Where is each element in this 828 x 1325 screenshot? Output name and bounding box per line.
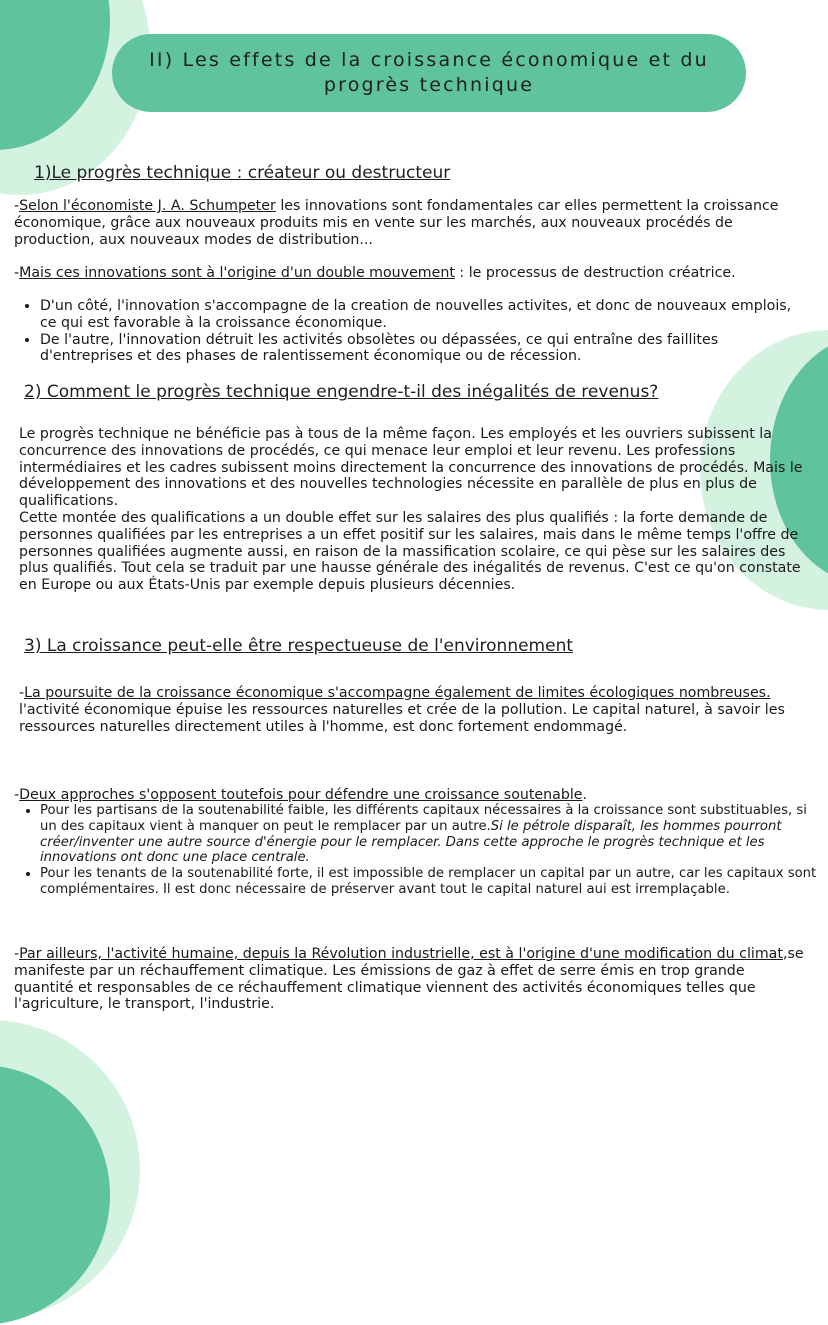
weak-sustainability-text: Pour les partisans de la soutenabilité faible, les différents capitaux nécessaires à la croissance sont substituables, si un des capitaux vient à manquer on peut le remplacer par un autre. bbox=[40, 803, 807, 834]
section-3-bullet-list bbox=[14, 803, 820, 898]
weak-sustainability-example: Si le pétrole disparaît, les hommes pourront créer/inventer une autre source d'énergie pour le remplacer. Dans cette approche le progrès technique et les innovations ont donc une place centrale. bbox=[40, 818, 782, 866]
climate-change-lead: Par ailleurs, l'activité humaine, depuis la Révolution industrielle, est à l'origine d'une modification du climat bbox=[19, 946, 783, 962]
section-3-paragraph-2: -Deux approches s'opposent toutefois pour défendre une croissance soutenable. bbox=[14, 787, 588, 803]
section-3-paragraph-1: -La poursuite de la croissance économique s'accompagne également de limites écologiques nombreuses. l'activité économique épuise les ressources naturelles et crée de la pollution. Le capital naturel, à savoir les ressources naturelles directement utiles à l'homme, est donc fortement endommagé. bbox=[19, 685, 785, 735]
section-1-heading: 1)Le progrès technique : créateur ou destructeur bbox=[34, 163, 451, 183]
list-item bbox=[40, 803, 820, 866]
section-1-paragraph-2-text: : le processus de destruction créatrice. bbox=[454, 265, 736, 281]
section-3-paragraph-1-text: l'activité économique épuise les ressources naturelles et crée de la pollution. Le capital naturel, à savoir les ressources naturelles directement utiles à l'homme, est donc fortement endommagé. bbox=[19, 701, 785, 735]
section-2-heading: 2) Comment le progrès technique engendre-t-il des inégalités de revenus? bbox=[24, 382, 659, 402]
section-3-paragraph-3: -Par ailleurs, l'activité humaine, depuis la Révolution industrielle, est à l'origine d'une modification du climat,se manifeste par un réchauffement climatique. Les émissions de gaz à effet de serre émis en trop grande quantité et responsables de ce réchauffement climatique viennent des activités économiques telles que l'agriculture, le transport, l'industrie. bbox=[14, 946, 804, 1013]
list-item: • De l'autre, l'innovation détruit les activités obsolètes ou dépassées, ce qui entraîne des faillites d'entreprises et des phases de ralentissement économique ou de récession. bbox=[40, 332, 800, 366]
section-3-paragraph-3-text: ,se manifeste par un réchauffement climatique. Les émissions de gaz à effet de serre émis en trop grande quantité et responsables de ce réchauffement climatique viennent des activités économiques telles que l'agriculture, le transport, l'industrie. bbox=[14, 946, 804, 1013]
list-item: • Pour les tenants de la soutenabilité forte, il est impossible de remplacer un capital par un autre, car les capitaux sont complémentaires. Il est donc nécessaire de préserver avant tout le capital naturel aui est irremplaçable. bbox=[40, 866, 820, 898]
section-1-paragraph-1: -Selon l'économiste J. A. Schumpeter les innovations sont fondamentales car elles permettent la croissance économique, grâce aux nouveaux produits mis en vente sur les marchés, aux nouveaux procédés de production, aux nouveaux modes de distribution... bbox=[14, 198, 779, 248]
ecological-limits-lead: La poursuite de la croissance économique s'accompagne également de limites écologiques nombreuses. bbox=[24, 685, 771, 701]
page-title-banner bbox=[112, 34, 746, 112]
section-2-paragraph-2: Cette montée des qualifications a un double effet sur les salaires des plus qualifiés : la forte demande de personnes qualifiées par les entreprises a un effet positif sur les salaires, mais dans le même temps l'offre de personnes qualifiées augmente aussi, en raison de la massification scolaire, ce qui pèse sur les salaires des plus qualifiés. Tout cela se traduit par une hausse générale des inégalités de revenus. C'est ce qu'on constate en Europe ou aux États-Unis par exemple depuis plusieurs décennies. bbox=[19, 510, 801, 594]
section-1-paragraph-1-text: les innovations sont fondamentales car elles permettent la croissance économique, grâce aux nouveaux produits mis en vente sur les marchés, aux nouveaux procédés de production, aux nouveaux modes de distribution... bbox=[14, 198, 779, 248]
list-item: • D'un côté, l'innovation s'accompagne de la creation de nouvelles activites, et donc de nouveaux emplois, ce qui est favorable à la croissance économique. bbox=[40, 298, 800, 332]
page-title: II) Les effets de la croissance économique et du progrès technique bbox=[149, 49, 709, 96]
section-2-paragraph-1: Le progrès technique ne bénéficie pas à tous de la même façon. Les employés et les ouvriers subissent la concurrence des innovations de procédés, ce qui menace leur emploi et leur revenu. Les professions intermédiaires et les cadres subissent moins directement la concurrence des innovations de procédés. Mais le développement des innovations et des nouvelles technologies nécessite en parallèle de plus en plus de qualifications. bbox=[19, 426, 803, 510]
section-1-paragraph-2: -Mais ces innovations sont à l'origine d'un double mouvement : le processus de destruction créatrice. bbox=[14, 265, 736, 281]
section-3-heading: 3) La croissance peut-elle être respectueuse de l'environnement bbox=[24, 636, 574, 656]
section-1-bullet-list bbox=[14, 298, 800, 365]
section-3-paragraph-2-text: . bbox=[582, 787, 588, 803]
two-approaches-lead: Deux approches s'opposent toutefois pour défendre une croissance soutenable bbox=[19, 787, 583, 803]
schumpeter-lead: Selon l'économiste J. A. Schumpeter bbox=[19, 198, 276, 214]
double-movement-lead: Mais ces innovations sont à l'origine d'un double mouvement bbox=[19, 265, 455, 281]
